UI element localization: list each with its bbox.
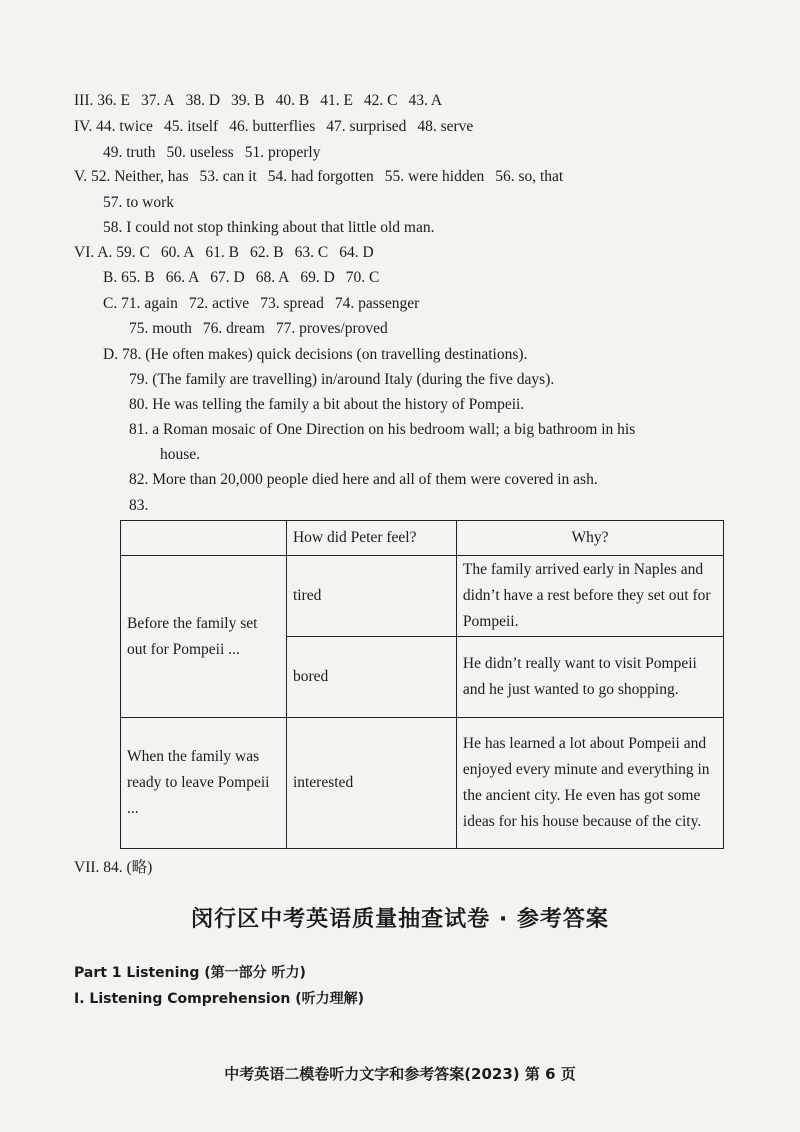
table-header-feel: How did Peter feel? [286,521,456,556]
answer-item: 68. A [255,269,290,286]
why-interested-cell: He has learned a lot about Pompeii and enjoyed every minute and everything in the ancient city. He even has got some ideas for his house because of the city. [456,718,723,849]
answer-item: 70. C [345,269,380,286]
answer-83-table [120,520,724,849]
section-6-c-answers-2 [129,320,399,337]
page-footer: 中考英语二模卷听力文字和参考答案(2023) 第 6 页 [224,1065,576,1083]
answer-item: 53. can it [199,168,257,185]
answer-item: 71. again [121,295,178,312]
section-4-answers-2 [103,144,331,161]
answer-item: 67. D [210,269,245,286]
answer-item: 45. itself [163,118,219,135]
section-6-d-label: D. [103,346,119,363]
table-row [121,718,724,849]
section-6-b-answers [121,269,390,286]
after-label-cell: When the family was ready to leave Pompeii ... [121,718,287,849]
section-4-line-2 [103,143,331,163]
feel-bored-cell: bored [286,637,456,718]
answer-item: 63. C [294,244,329,261]
section-6-d-line [103,345,527,365]
section-6-c-line-1 [103,294,430,314]
section-4-numeral: IV. [74,118,93,135]
table-header-why: Why? [456,521,723,556]
answer-58: 58. I could not stop thinking about that little old man. [103,219,435,236]
answer-item: 56. so, that [495,168,564,185]
why-tired-cell: The family arrived early in Naples and didn’t have a rest before they set out for Pompeii. [456,556,723,637]
feel-tired-cell: tired [286,556,456,637]
table-header-blank [121,521,287,556]
section-6-b-label: B. [103,269,118,286]
answer-item: 49. truth [103,144,156,161]
answer-item: 46. butterflies [229,118,316,135]
table-row [121,556,724,637]
answer-item: 76. dream [202,320,265,337]
part-1-title: Part 1 Listening (第一部分 听力) [74,965,306,981]
section-6-c-line-2 [129,319,399,339]
section-6-a-line [74,243,385,263]
answer-item: 72. active [188,295,250,312]
feel-interested-cell: interested [286,718,456,849]
answer-item: 43. A [408,92,443,109]
answer-item: 61. B [205,244,239,261]
answer-item: 38. D [185,92,221,109]
section-3-answers [97,92,453,109]
section-6-numeral: VI. [74,244,95,261]
section-7-line: VII. 84. (略) [74,859,153,876]
answer-83-label: 83. [129,497,149,514]
answer-item: 54. had forgotten [267,168,374,185]
answer-item: 48. serve [417,118,474,135]
answer-item: 65. B [121,269,155,286]
section-5-answers-1 [91,168,574,185]
answer-80: 80. He was telling the family a bit about the history of Pompeii. [129,396,525,413]
section-6-a-label: A. [97,244,113,261]
answer-item: 73. spread [260,295,324,312]
answer-item: 52. Neither, has [90,168,189,185]
answer-79: 79. (The family are travelling) in/around Italy (during the five days). [129,371,555,388]
answer-item: 51. properly [244,144,321,161]
answer-item: 37. A [140,92,175,109]
table-header-row [121,521,724,556]
section-3-numeral: III. [74,92,94,109]
answer-item: 69. D [300,269,335,286]
before-label-cell: Before the family set out for Pompeii ... [121,556,287,718]
answer-item: 40. B [275,92,310,109]
answer-item: 47. surprised [326,118,407,135]
section-4-line-1 [74,117,484,137]
part-1-section-1-title: Ⅰ. Listening Comprehension (听力理解) [74,991,364,1007]
answer-item: 62. B [250,244,284,261]
answer-item: 75. mouth [129,320,192,337]
answer-item: 41. E [320,92,353,109]
answer-82: 82. More than 20,000 people died here and all of them were covered in ash. [129,471,598,488]
answer-item: 64. D [339,244,374,261]
answer-item: 74. passenger [334,295,420,312]
answer-item: 39. B [231,92,265,109]
answer-item: 60. A [160,244,195,261]
section-5-numeral: V. [74,168,88,185]
section-4-answers-1 [96,118,484,135]
answer-81-line-2: house. [160,446,201,463]
answer-item: 42. C [363,92,398,109]
answer-78: 78. (He often makes) quick decisions (on travelling destinations). [121,346,528,363]
answer-item: 55. were hidden [384,168,485,185]
section-6-b-line [103,268,390,288]
answer-item: 36. E [97,92,130,109]
answer-item: 50. useless [166,144,234,161]
section-6-c-label: C. [103,295,118,312]
page-heading: 闵行区中考英语质量抽查试卷 · 参考答案 [191,907,609,932]
section-6-c-answers-1 [121,295,430,312]
section-5-line-1 [74,167,574,187]
answer-item: 77. proves/proved [275,320,388,337]
why-bored-cell: He didn’t really want to visit Pompeii and he just wanted to go shopping. [456,637,723,718]
section-3-line [74,91,453,111]
answer-57: 57. to work [103,194,175,211]
answer-item: 44. twice [96,118,153,135]
section-6-a-answers [116,244,384,261]
answer-81-line-1: 81. a Roman mosaic of One Direction on his bedroom wall; a big bathroom in his [129,421,636,438]
answer-item: 66. A [165,269,200,286]
answer-item: 59. C [116,244,150,261]
